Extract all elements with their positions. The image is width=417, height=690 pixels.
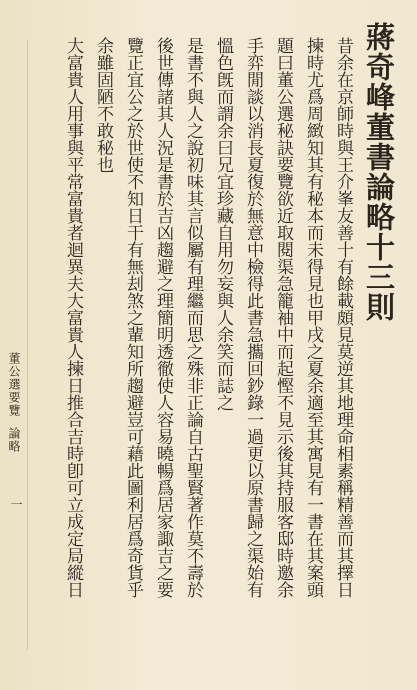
section-label: 論略 [7,427,21,453]
margin-rule [27,40,28,650]
document-title: 蔣奇峰董書論略十三則 [362,22,396,322]
text-column-6: 是書不與人之說初味其言似屬有理繼而思之殊非正論自古聖賢著作莫不壽於 [183,37,203,598]
text-column-3: 題曰董公選秘訣要覽欲近取閱渠急籠袖中而起慳不見示後其持服客邸時邀余 [273,37,293,598]
margin-header [6,352,23,453]
text-column-5: 慍色旣而謂余曰兄宜珍藏自用勿妄與人余笑而誌之 [213,37,233,411]
text-column-8: 覽正宜公之於世使不知日干有無刦煞之輩知所趨避豈可藉此圖利居爲奇貨乎 [123,37,143,598]
text-column-9: 余雖固陋不敢秘也 [93,37,113,173]
text-column-2: 揀時尤爲周緻知其有秘本而未得見也甲戌之夏余適至其寓見有一書在其案頭 [303,37,323,598]
text-column-1: 昔余在京師時與王介峯友善十有餘載頗見莫逆其地理命相素稱精善而其擇日 [333,37,353,598]
page-number: 一 [9,498,23,510]
text-column-10: 大富貴人用事與平常富貴者迴異夫大富貴人揀日推合吉時卽可立成定局縱日 [63,37,83,598]
text-column-4: 手弈閒談以消長夏復於無意中檢得此書急攜回鈔錄一過更以原書歸之渠始有 [243,37,263,598]
text-column-7: 後世傳諸其人況是書於吉凶趨避之理簡明透徹使人容易曉暢爲居家諏吉之要 [153,37,173,598]
book-title: 董公選要覽 [7,352,21,417]
